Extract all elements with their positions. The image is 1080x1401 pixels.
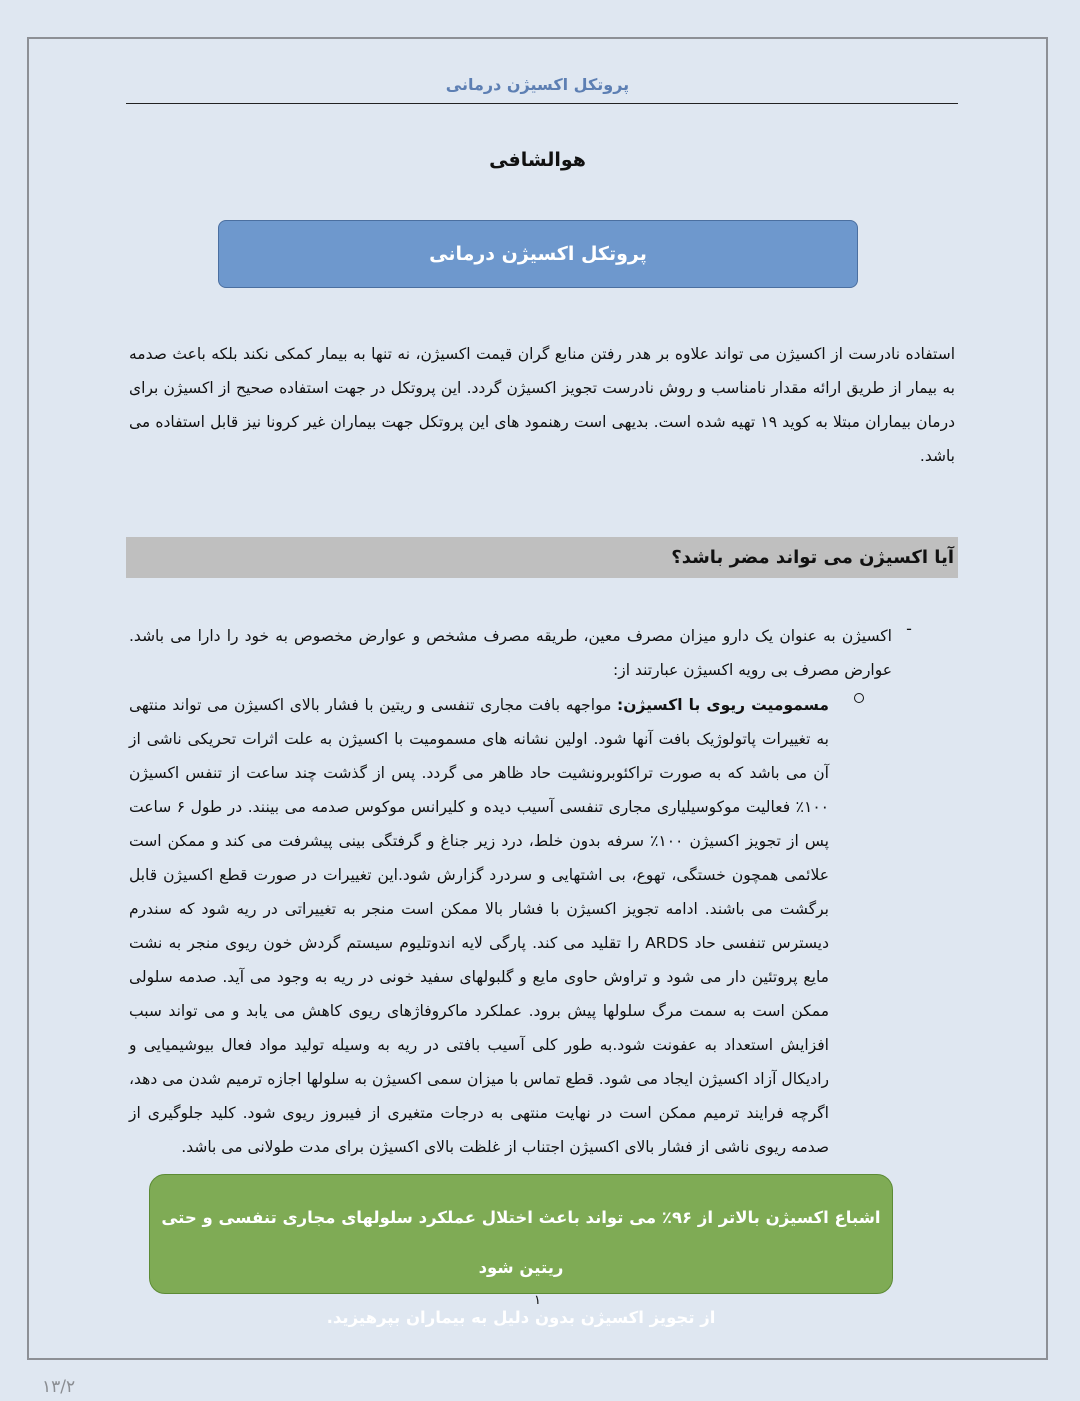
document-page — [27, 37, 1048, 1360]
banner-title: پروتکل اکسیژن درمانی — [429, 243, 647, 265]
circle-bullet-icon — [854, 693, 864, 703]
warning-line-1: اشباع اکسیژن بالاتر از ۹۶٪ می تواند باعث اختلال عملکرد سلولهای مجاری تنفسی و حتی ریتین شود — [161, 1208, 881, 1277]
invocation-title: هوالشافی — [489, 149, 586, 171]
header-rule — [126, 103, 958, 104]
warning-line-2: از تجویز اکسیژن بدون دلیل به بیماران بپرهیزید. — [326, 1308, 716, 1327]
running-header-title: پروتکل اکسیژن درمانی — [445, 75, 630, 94]
sub-bullet-title: مسمومیت ریوی با اکسیژن: — [617, 696, 829, 714]
sub-bullet-paragraph — [129, 688, 829, 1164]
intro-paragraph: استفاده نادرست از اکسیژن می تواند علاوه بر هدر رفتن منابع گران قیمت اکسیژن، نه تنها به بیمار کمکی نکند بلکه باعث صدمه به بیمار از طریق ارائه مقدار نامناسب و روش نادرست تجویز اکسیژن گردد. این پروتکل در جهت استفاده صحیح از اکسیژن برای درمان بیماران مبتلا به کوید ۱۹ تهیه شده است. بدیهی است رهنمود های این پروتکل جهت بیماران غیر کرونا نیز قابل استفاده می باشد. — [129, 345, 955, 465]
title-banner — [218, 220, 858, 288]
section-heading-bar — [126, 537, 958, 578]
dash-bullet-marker: - — [906, 619, 912, 638]
sub-bullet-body: مواجهه بافت مجاری تنفسی و ریتین با فشار بالای اکسیژن می تواند منتهی به تغییرات پاتولوژیک بافت آنها شود. اولین نشانه های مسمومیت با اکسیژن به علت اثرات تحریکی ناشی از آن می باشد که به صورت تراکئوبرونشیت حاد ظاهر می گردد. پس از گذشت چند ساعت از تنفس اکسیژن ۱۰۰٪ فعالیت موکوسیلیاری مجاری تنفسی آسیب دیده و کلیرانس موکوس صدمه می بینند. در طول ۶ ساعت پس از تجویز اکسیژن ۱۰۰٪ سرفه بدون خلط، درد زیر جناغ و گرفتگی بینی پیشرفت می کند و ممکن است علائمی همچون خستگی، تهوع، بی اشتهایی و سردرد گزارش شود.این تغییرات در صورت قطع اکسیژن قابل برگشت می باشند. ادامه تجویز اکسیژن با فشار بالا ممکن است منجر به تغییراتی در ریه شود که سندرم دیسترس تنفسی حاد ARDS را تقلید می کند. پارگی لایه اندوتلیوم سیستم گردش خون ریوی منجر به نشت مایع پروتئین دار می شود و تراوش حاوی مایع و گلبولهای سفید خونی در ریه به وجود می آید. صدمه سلولی ممکن است به سمت مرگ سلولها پیش برود. عملکرد ماکروفاژهای ریوی کاهش می یابد و می تواند سبب افزایش استعداد به عفونت شود.به طور کلی آسیب بافتی در ریه به وسیله تولید مواد فعال بیوشیمیایی و رادیکال آزاد اکسیژن ایجاد می شود. قطع تماس با میزان سمی اکسیژن به سلولها اجازه ترمیم شدن می دهد، اگرچه فرایند ترمیم ممکن است در نهایت منتهی به درجات متغیری از فیبروز ریوی شود. کلید جلوگیری از صدمه ریوی ناشی از فشار بالای اکسیژن اجتناب از غلظت بالای اکسیژن برای مدت طولانی می باشد. — [129, 696, 829, 1156]
dash-bullet-text: اکسیژن به عنوان یک دارو میزان مصرف معین، طریقه مصرف مشخص و عوارض مخصوص به خود را دارا می باشد. عوارض مصرف بی رویه اکسیژن عبارتند از: — [129, 627, 892, 679]
warning-callout — [149, 1174, 893, 1327]
page-number: ۱ — [534, 1293, 541, 1308]
viewer-page-indicator: ۱۳/۲ — [42, 1377, 76, 1397]
section-heading: آیا اکسیژن می تواند مضر باشد؟ — [671, 547, 954, 568]
